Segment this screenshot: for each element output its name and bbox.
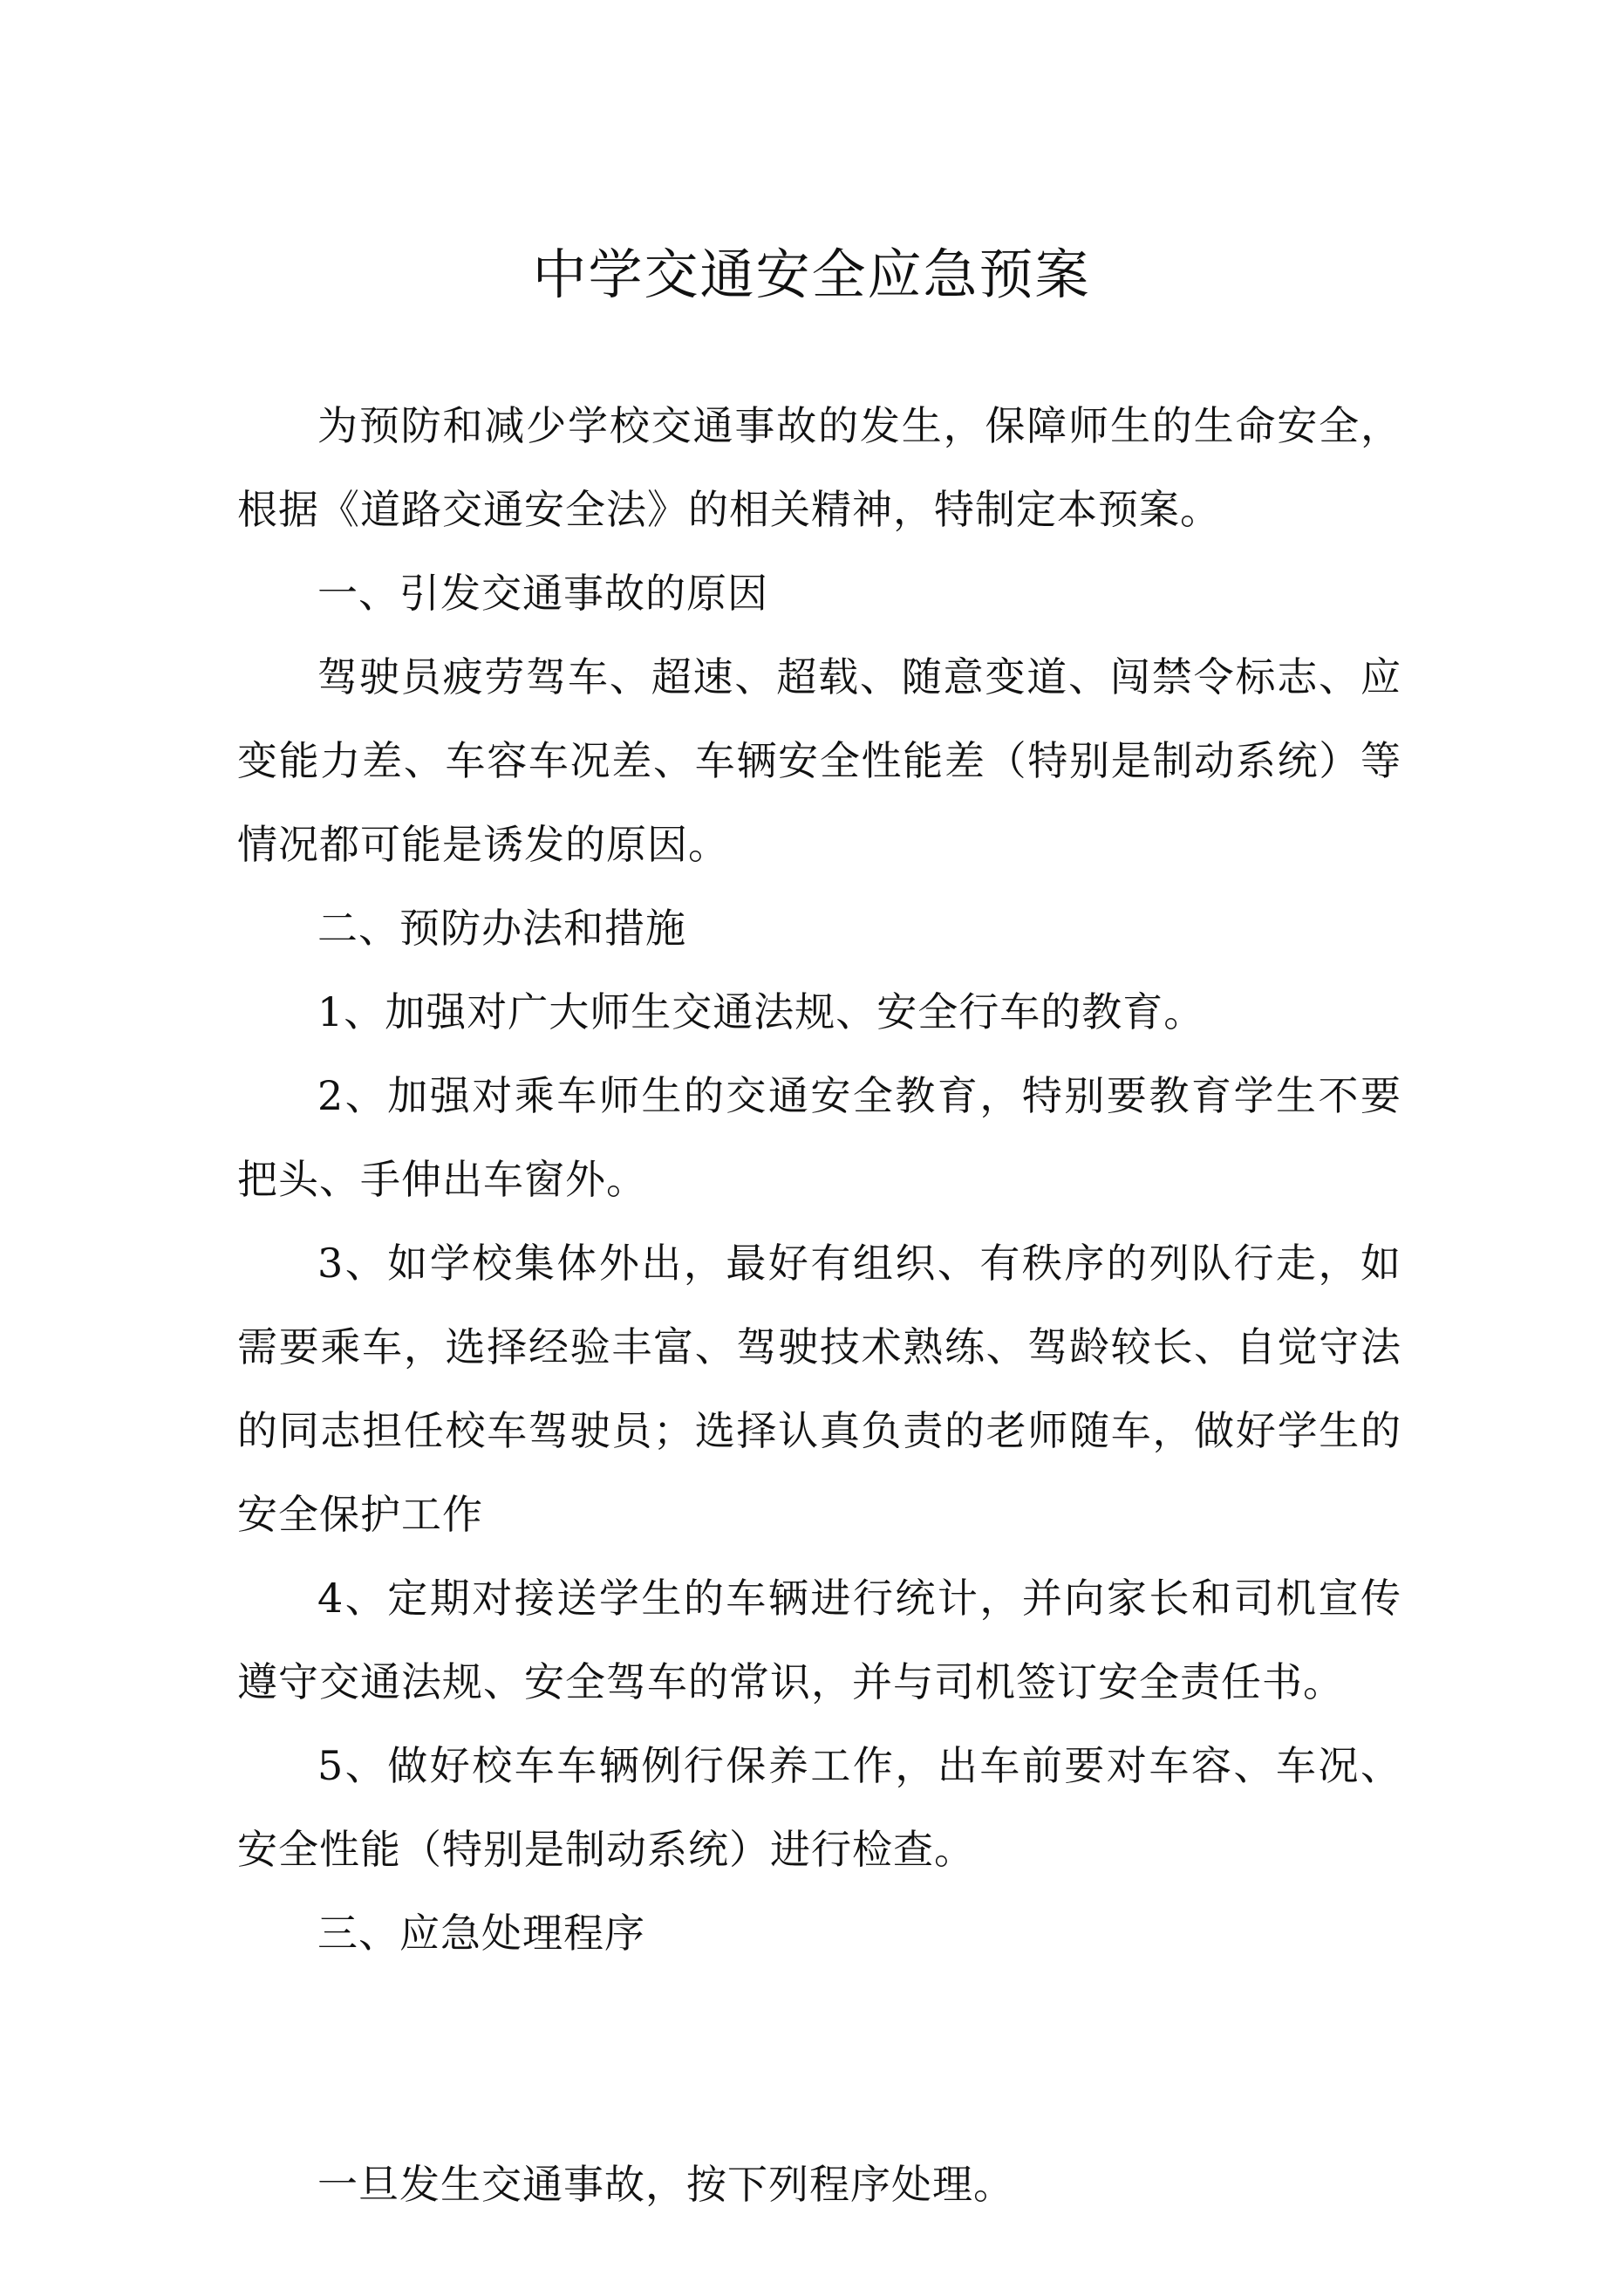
section-heading-prevention: 二、预防办法和措施 [317, 905, 686, 952]
prevention-item: 2、加强对乘车师生的交通安全教育，特别要教育学生不要把头、手伸出车窗外。 [237, 1072, 1401, 1203]
causes-paragraph: 驾驶员疲劳驾车、超速、超载、随意变道、闯禁令标志、应变能力差、车容车况差、车辆安全性能差（特别是制动系统）等情况都可能是诱发的原因。 [237, 653, 1401, 868]
document-title: 中学交通安全应急预案 [532, 243, 1091, 306]
section-heading-causes: 一、引发交通事故的原因 [317, 570, 768, 617]
section-heading-emergency: 三、应急处理程序 [317, 1910, 645, 1957]
emergency-paragraph: 一旦发生交通事故，按下列程序处理。 [317, 2161, 1014, 2208]
prevention-item: 3、如学校集体外出，最好有组织、有秩序的列队行走，如需要乘车，选择经验丰富、驾驶技术熟练、驾龄较长、自觉守法的同志担任校车驾驶员；选择认真负责的老师随车，做好学生的安全保护工作 [237, 1240, 1401, 1538]
blank-space [237, 1975, 1401, 2142]
document-body [237, 384, 1401, 2226]
prevention-item: 5、做好校车车辆例行保养工作，出车前要对车容、车况、安全性能（特别是制动系统）进行检查。 [237, 1742, 1401, 1873]
prevention-item: 4、定期对接送学生的车辆进行统计，并向家长和司机宣传遵守交通法规、安全驾车的常识，并与司机签订安全责任书。 [237, 1575, 1401, 1705]
intro-paragraph: 为预防和减少学校交通事故的发生，保障师生的生命安全，根据《道路交通安全法》的相关精神，特制定本预案。 [237, 402, 1401, 533]
prevention-item: 1、加强对广大师生交通法规、安全行车的教育。 [317, 988, 1205, 1035]
